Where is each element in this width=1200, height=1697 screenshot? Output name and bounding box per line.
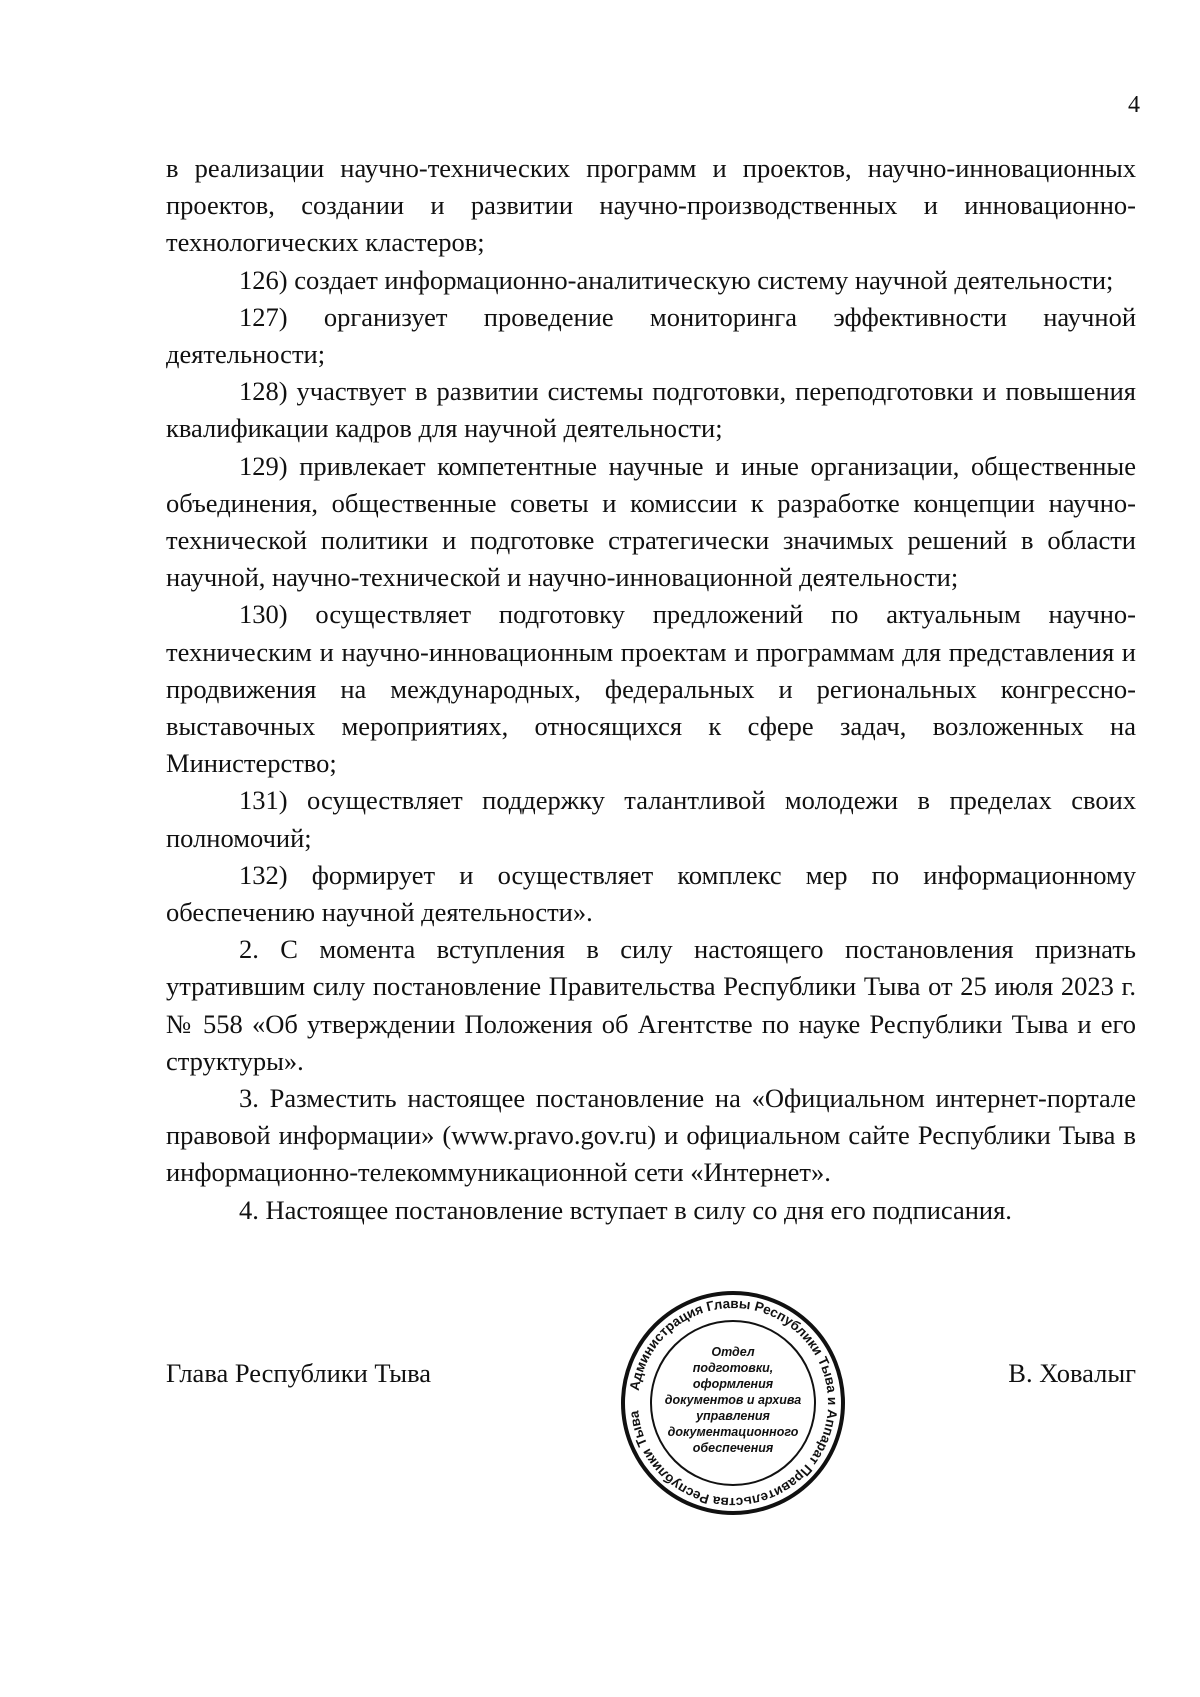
seal-graphic <box>618 1288 848 1518</box>
signer-title: Глава Республики Тыва <box>166 1358 432 1388</box>
paragraph-item-132: 132) формирует и осуществляет комплекс мер по информационному обеспечению научной деятельности». <box>166 859 1136 928</box>
seal-center-line: документов и архива <box>664 1393 802 1407</box>
paragraph-item-129: 129) привлекает компетентные научные и иные организации, общественные объединения, общественные советы и комиссии к разработке концепции научно-технической политики и подготовке стратегически значимых решений в области научной, научно-технической и научно-инновационной деятельности; <box>166 450 1136 593</box>
paragraph-item-126: 126) создает информационно-аналитическую систему научной деятельности; <box>239 264 1114 295</box>
official-seal-stamp <box>618 1288 848 1518</box>
seal-center-line: документационного <box>667 1425 799 1439</box>
paragraph-item-130: 130) осуществляет подготовку предложений по актуальным научно-техническим и научно-инновационным проектам и программам для представления и продвижения на международных, федеральных и региональных конгрессно-выставочных мероприятиях, относящихся к сфере задач, возложенных на Министерство; <box>166 599 1136 779</box>
seal-center-line: управления <box>696 1409 770 1423</box>
paragraph-clause-4: 4. Настоящее постановление вступает в силу со дня его подписания. <box>239 1194 1012 1225</box>
seal-center-line: оформления <box>692 1377 774 1391</box>
signer-name: В. Ховалыг <box>1008 1358 1136 1388</box>
paragraph-item-131: 131) осуществляет поддержку талантливой молодежи в пределах своих полномочий; <box>166 785 1136 853</box>
seal-center-line: подготовки, <box>692 1361 774 1375</box>
paragraph-item-128: 128) участвует в развитии системы подготовки, переподготовки и повышения квалификации кадров для научной деятельности; <box>166 376 1136 444</box>
paragraph-continuation: в реализации научно-технических программ и проектов, научно-инновационных проектов, создании и развитии научно-производственных и инновационно-технологических кластеров; <box>166 153 1136 258</box>
page-number: 4 <box>1128 92 1140 118</box>
seal-ring-text: Администрация Главы Республики Тыва и Аппарат Правительства Республики Тыва <box>626 1295 841 1511</box>
paragraph-clause-2: 2. С момента вступления в силу настоящего постановления признать утратившим силу постановление Правительства Республики Тыва от 25 июля 2023 г. № 558 «Об утверждении Положения об Агентстве по науке Республики Тыва и его структуры». <box>166 934 1136 1076</box>
paragraph-item-127: 127) организует проведение мониторинга эффективности научной деятельности; <box>166 301 1136 370</box>
paragraph-clause-3: 3. Разместить настоящее постановление на «Официальном интернет-портале правовой информации» (www.pravo.gov.ru) и официальном сайте Республики Тыва в информационно-телекоммуникационной сети «Интернет». <box>166 1083 1136 1188</box>
seal-center-line: Отдел <box>711 1345 755 1359</box>
document-body <box>166 150 1136 1229</box>
seal-center-line: обеспечения <box>692 1441 774 1455</box>
